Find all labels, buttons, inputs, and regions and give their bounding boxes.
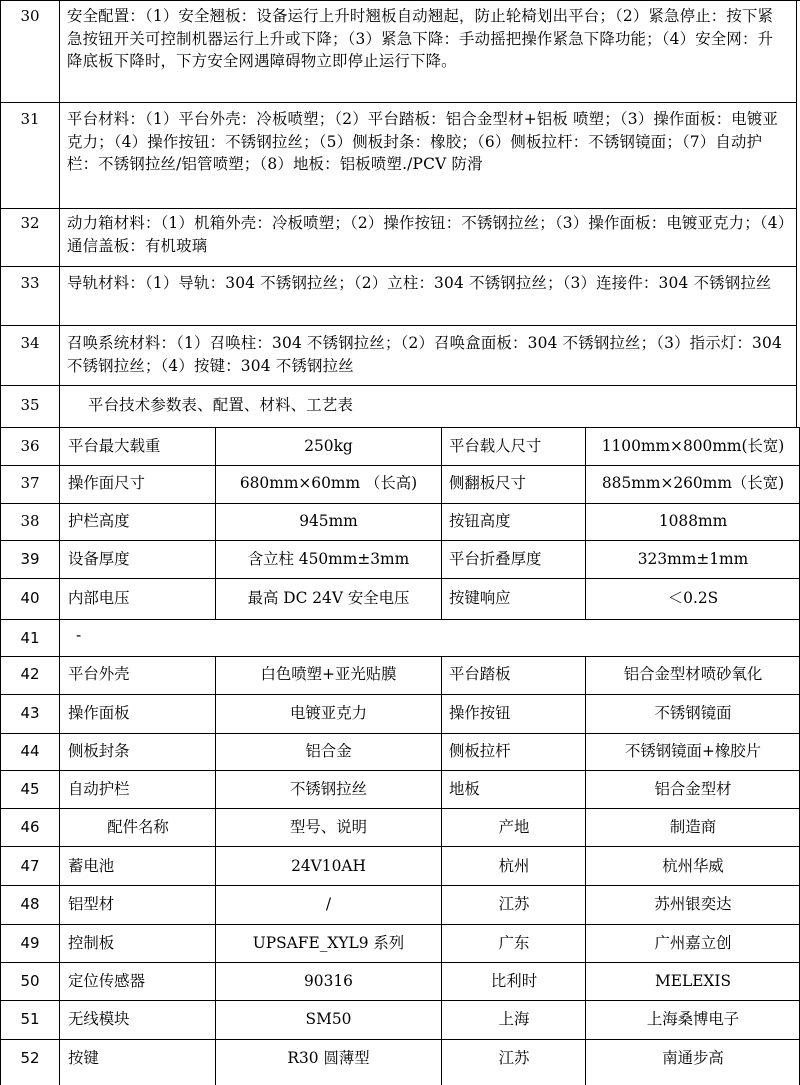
row-text: 动力箱材料：（1）机箱外壳：冷板喷塑；（2）操作按钮：不锈钢拉丝；（3）操作面板：电镀亚克力；（4）通信盖板：有机玻璃 (67, 214, 786, 255)
material-value: 铝合金 (305, 742, 352, 760)
param-label: 平台折叠厚度 (449, 550, 542, 568)
row-number: 31 (20, 110, 40, 128)
part-model: R30 圆薄型 (287, 1049, 370, 1067)
row-number: 33 (20, 274, 40, 292)
row-separator (0, 733, 800, 734)
param-value: 1100mm×800mm(长宽) (601, 437, 785, 455)
param-value: 250kg (304, 437, 353, 455)
param-value: 323mm±1mm (637, 550, 749, 568)
param-label: 操作面尺寸 (68, 474, 145, 492)
material-label: 平台外壳 (68, 665, 130, 683)
empty-dash: - (76, 626, 82, 644)
row-number: 48 (20, 895, 40, 913)
row-number: 44 (20, 742, 40, 760)
row-separator (0, 770, 800, 771)
row-separator (0, 885, 800, 886)
row-number: 38 (20, 512, 40, 530)
part-model: 90316 (304, 972, 353, 990)
part-manufacturer: 上海桑博电子 (646, 1010, 740, 1028)
row-number: 51 (20, 1010, 40, 1028)
row-number: 41 (20, 629, 40, 647)
table-border-right-upper (796, 0, 797, 427)
part-origin: 上海 (498, 1010, 530, 1028)
part-model: SM50 (305, 1010, 352, 1028)
material-value: 不锈钢镜面 (654, 704, 732, 722)
row-separator (0, 808, 800, 809)
param-label: 平台载人尺寸 (449, 437, 542, 455)
part-origin: 江苏 (498, 895, 530, 913)
column-header-manufacturer: 制造商 (669, 818, 717, 836)
part-origin: 江苏 (498, 1049, 530, 1067)
row-text: 召唤系统材料：（1）召唤柱：304 不锈钢拉丝；（2）召唤盒面板：304 不锈钢拉丝；（3）指示灯：304 不锈钢拉丝；（4）按键：304 不锈钢拉丝 (67, 334, 783, 375)
row-number: 40 (20, 589, 40, 607)
part-manufacturer: 苏州银奕达 (654, 895, 732, 913)
row-separator (0, 385, 797, 386)
part-model: / (325, 895, 332, 913)
row-number: 39 (20, 550, 40, 568)
param-value: 含立柱 450mm±3mm (247, 550, 410, 568)
row-number: 45 (20, 780, 40, 798)
row-text: 平台材料：（1）平台外壳：冷板喷塑；（2）平台踏板：铝合金型材+铝板 喷塑；（3）操作面板：电镀亚克力；（4）操作按钮：不锈钢拉丝；（5）侧板封条：橡胶；（6）侧板拉杆：不锈钢镜面；（7）自动护栏：不锈钢拉丝/铝管喷塑；（8）地板：铝板喷塑./PCV 防滑 (67, 110, 779, 173)
material-label: 侧板封条 (68, 742, 130, 760)
row-number: 42 (20, 665, 40, 683)
part-name: 无线模块 (68, 1010, 130, 1028)
row-number: 47 (20, 857, 40, 875)
param-label: 平台最大载重 (68, 437, 161, 455)
column-header-part-name: 配件名称 (107, 818, 169, 836)
row-text: 安全配置：（1）安全翘板：设备运行上升时翘板自动翘起，防止轮椅划出平台；（2）紧急停止：按下紧急按钮开关可控制机器运行上升或下降；（3）紧急下降：手动摇把操作紧急下降功能；（4）安全网：升降底板下降时，下方安全网遇障碍物立即停止运行下降。 (67, 7, 774, 70)
material-label: 自动护栏 (68, 780, 130, 798)
param-label: 护栏高度 (68, 512, 130, 530)
row-number: 46 (20, 818, 40, 836)
param-value: ＜0.2S (667, 589, 719, 607)
row-separator (0, 962, 800, 963)
row-separator (0, 1039, 800, 1040)
row-separator (0, 465, 800, 466)
row-separator (0, 208, 797, 209)
material-value: 不锈钢拉丝 (290, 780, 367, 798)
column-header-origin: 产地 (498, 818, 530, 836)
row-separator (0, 619, 800, 620)
row-separator (0, 846, 800, 847)
material-value: 白色喷塑+亚光贴膜 (260, 665, 397, 683)
param-label: 内部电压 (68, 589, 130, 607)
part-manufacturer: 南通步高 (662, 1049, 724, 1067)
part-name: 蓄电池 (68, 857, 115, 875)
param-value: 885mm×260mm（长宽) (601, 474, 785, 492)
part-name: 定位传感器 (68, 972, 145, 990)
param-value: 680mm×60mm （长高) (239, 474, 418, 492)
part-model: 24V10AH (291, 857, 366, 875)
row-number: 52 (20, 1049, 40, 1067)
part-model: UPSAFE_XYL9 系列 (252, 934, 405, 952)
number-column-divider (59, 0, 60, 1085)
row-number: 34 (20, 334, 40, 352)
row-number: 32 (20, 214, 40, 232)
row-number: 43 (20, 704, 40, 722)
row-number: 50 (20, 972, 40, 990)
param-value: 最高 DC 24V 安全电压 (247, 589, 410, 607)
row-separator (0, 102, 797, 103)
material-value: 铝合金型材 (654, 780, 732, 798)
part-origin: 广东 (498, 934, 530, 952)
part-manufacturer: 广州嘉立创 (654, 934, 732, 952)
row-separator (0, 427, 800, 428)
part-manufacturer: 杭州华威 (662, 857, 724, 875)
row-number: 37 (20, 474, 40, 492)
part-manufacturer: MELEXIS (654, 972, 732, 990)
row-separator (0, 694, 800, 695)
material-label: 平台踏板 (449, 665, 511, 683)
row-separator (0, 656, 800, 657)
section-title: 平台技术参数表、配置、材料、工艺表 (88, 396, 354, 414)
material-value: 铝合金型材喷砂氧化 (623, 665, 763, 683)
row-number: 49 (20, 934, 40, 952)
material-value: 不锈钢镜面+橡胶片 (624, 742, 762, 760)
grid-col-divider-2a (441, 427, 442, 620)
param-value: 1088mm (658, 512, 728, 530)
material-label: 操作按钮 (449, 704, 511, 722)
row-separator (0, 325, 797, 326)
row-separator (0, 266, 797, 267)
row-separator (0, 1000, 800, 1001)
row-number: 36 (20, 437, 40, 455)
param-value: 945mm (299, 512, 358, 530)
part-name: 按键 (68, 1049, 99, 1067)
table-border-left (0, 0, 1, 1085)
row-separator (0, 924, 800, 925)
row-separator (0, 540, 800, 541)
part-origin: 比利时 (490, 972, 538, 990)
param-label: 按钮高度 (449, 512, 511, 530)
row-number: 35 (20, 396, 40, 414)
param-label: 设备厚度 (68, 550, 130, 568)
material-label: 地板 (449, 780, 480, 798)
column-header-model: 型号、说明 (290, 818, 367, 836)
param-label: 侧翻板尺寸 (449, 474, 526, 492)
param-label: 按键响应 (449, 589, 511, 607)
row-separator (0, 578, 800, 579)
row-text: 导轨材料：（1）导轨：304 不锈钢拉丝；（2）立柱：304 不锈钢拉丝；（3）连接件：304 不锈钢拉丝 (67, 274, 772, 292)
table-border-top (0, 0, 800, 1)
material-label: 操作面板 (68, 704, 130, 722)
material-value: 电镀亚克力 (290, 704, 367, 722)
row-separator (0, 503, 800, 504)
part-name: 控制板 (68, 934, 115, 952)
row-number: 30 (20, 7, 40, 25)
part-origin: 杭州 (498, 857, 530, 875)
material-label: 侧板拉杆 (449, 742, 511, 760)
part-name: 铝型材 (68, 895, 115, 913)
